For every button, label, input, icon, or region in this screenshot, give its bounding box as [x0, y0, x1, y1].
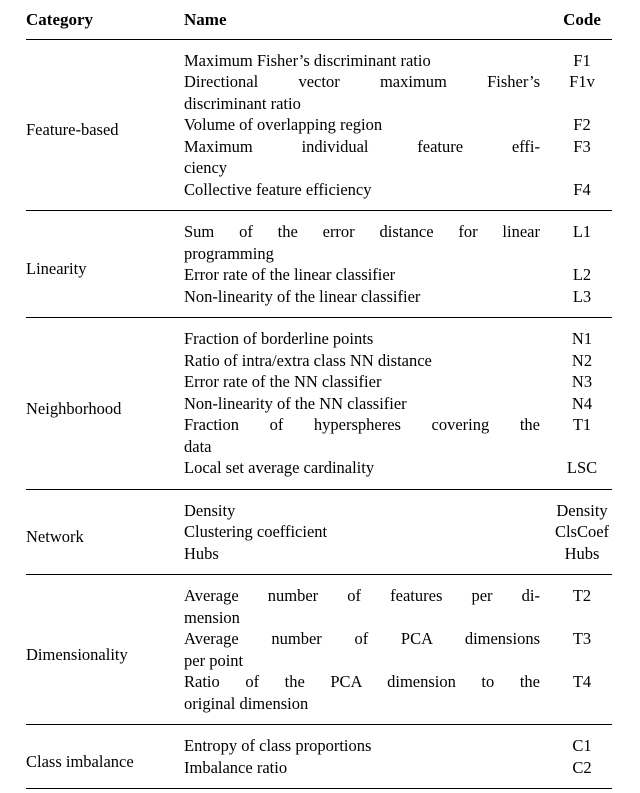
measure-name-line: Ratio of the PCA dimension to the — [184, 672, 540, 691]
measure-name-line: Sum of the error distance for linear — [184, 222, 540, 241]
measure-name — [184, 286, 552, 318]
measure-name-line: Average number of PCA dimensions — [184, 629, 540, 648]
measure-name-line: Fraction of borderline points — [184, 329, 374, 348]
category-label: Dimensionality — [26, 644, 128, 664]
category-group — [26, 575, 612, 725]
measure-code: Density — [556, 500, 608, 520]
measure-name-line: Collective feature efficiency — [184, 179, 372, 199]
category-group — [26, 725, 612, 789]
measure-name-line: Maximum Fisher’s discriminant ratio — [184, 50, 431, 70]
measure-name-line: Non-linearity of the linear classifier — [184, 286, 421, 306]
measure-name-line: Error rate of the linear classifier — [184, 265, 396, 284]
measure-code: T3 — [572, 629, 592, 648]
measure-code: L1 — [572, 222, 592, 241]
measure-code: F1v — [569, 72, 595, 91]
measure-name-line: Error rate of the NN classifier — [184, 372, 382, 391]
measure-name-line: Local set average cardinality — [184, 458, 375, 477]
measure-code: N2 — [571, 350, 593, 370]
category-label: Linearity — [26, 259, 87, 279]
measure-name — [184, 114, 552, 136]
measure-name-line: Non-linearity of the NN classifier — [184, 393, 407, 413]
measure-name-line: data — [184, 436, 212, 456]
measure-code: L2 — [572, 265, 592, 284]
measure-name-line: original dimension — [184, 693, 309, 713]
measure-row — [26, 39, 612, 71]
measure-row — [26, 211, 612, 265]
measure-code: N3 — [571, 372, 593, 391]
measure-name — [184, 543, 552, 575]
measure-name — [184, 39, 552, 71]
measure-name-line: Density — [184, 500, 236, 520]
complexity-measures-table — [26, 4, 612, 789]
measure-name — [184, 725, 552, 757]
measure-name — [184, 628, 552, 671]
measure-name — [184, 371, 552, 393]
measure-name-line: Maximum individual feature effi- — [184, 136, 540, 156]
category-label: Class imbalance — [26, 751, 134, 771]
measure-code: N4 — [571, 393, 593, 413]
measure-name — [184, 179, 552, 211]
measure-code: LSC — [566, 458, 598, 477]
measure-name — [184, 350, 552, 372]
measure-name — [184, 211, 552, 265]
measure-name-line: Imbalance ratio — [184, 757, 288, 777]
measure-name — [184, 671, 552, 725]
measure-name-line: ciency — [184, 158, 228, 177]
measure-name-line: Volume of overlapping region — [184, 115, 383, 134]
measure-name-line: Average number of features per di- — [184, 586, 540, 605]
category-group — [26, 39, 612, 211]
measure-name-line: mension — [184, 607, 240, 627]
measure-name — [184, 414, 552, 457]
measure-code: C2 — [572, 757, 592, 777]
measure-name-line: per point — [184, 650, 244, 670]
header-category: Category — [26, 10, 94, 29]
measure-name-line: Ratio of intra/extra class NN distance — [184, 350, 432, 370]
measure-name-line: Hubs — [184, 543, 219, 563]
measure-name — [184, 264, 552, 286]
measure-name — [184, 489, 552, 521]
category-label: Network — [26, 527, 84, 546]
measure-name — [184, 393, 552, 415]
measure-name-line: programming — [184, 243, 274, 263]
measure-code: N1 — [571, 329, 593, 348]
measure-code: ClsCoef — [554, 522, 610, 541]
measure-name — [184, 71, 552, 114]
measure-name-line: Entropy of class proportions — [184, 736, 372, 755]
category-group — [26, 489, 612, 575]
measure-row — [26, 575, 612, 629]
measure-name-line: Clustering coefficient — [184, 522, 328, 541]
measure-code: T2 — [572, 586, 592, 605]
category-label: Feature-based — [26, 120, 119, 139]
measure-code: F2 — [573, 115, 591, 134]
header-name: Name — [184, 10, 227, 29]
measure-row — [26, 318, 612, 350]
measure-code: F1 — [573, 50, 591, 70]
measure-code: T4 — [572, 672, 592, 691]
measure-name-line: Directional vector maximum Fisher’s — [184, 72, 540, 91]
category-group — [26, 318, 612, 490]
measure-code: F4 — [573, 179, 591, 199]
measure-name — [184, 575, 552, 629]
measure-row — [26, 489, 612, 521]
measure-code: C1 — [572, 736, 592, 755]
measure-name — [184, 136, 552, 179]
measure-name — [184, 521, 552, 543]
measure-name — [184, 757, 552, 789]
category-label: Neighborhood — [26, 398, 122, 418]
measure-row — [26, 725, 612, 757]
header-code: Code — [563, 10, 601, 29]
measure-name — [184, 457, 552, 489]
table-header — [26, 4, 612, 39]
measure-name-line: discriminant ratio — [184, 93, 301, 113]
measure-name-line: Fraction of hyperspheres covering the — [184, 415, 540, 434]
measure-name — [184, 318, 552, 350]
measure-code: F3 — [573, 136, 591, 156]
header-row — [26, 4, 612, 39]
measure-code: Hubs — [564, 543, 600, 563]
category-group — [26, 211, 612, 318]
measure-code: L3 — [572, 286, 592, 306]
measure-code: T1 — [572, 415, 592, 434]
